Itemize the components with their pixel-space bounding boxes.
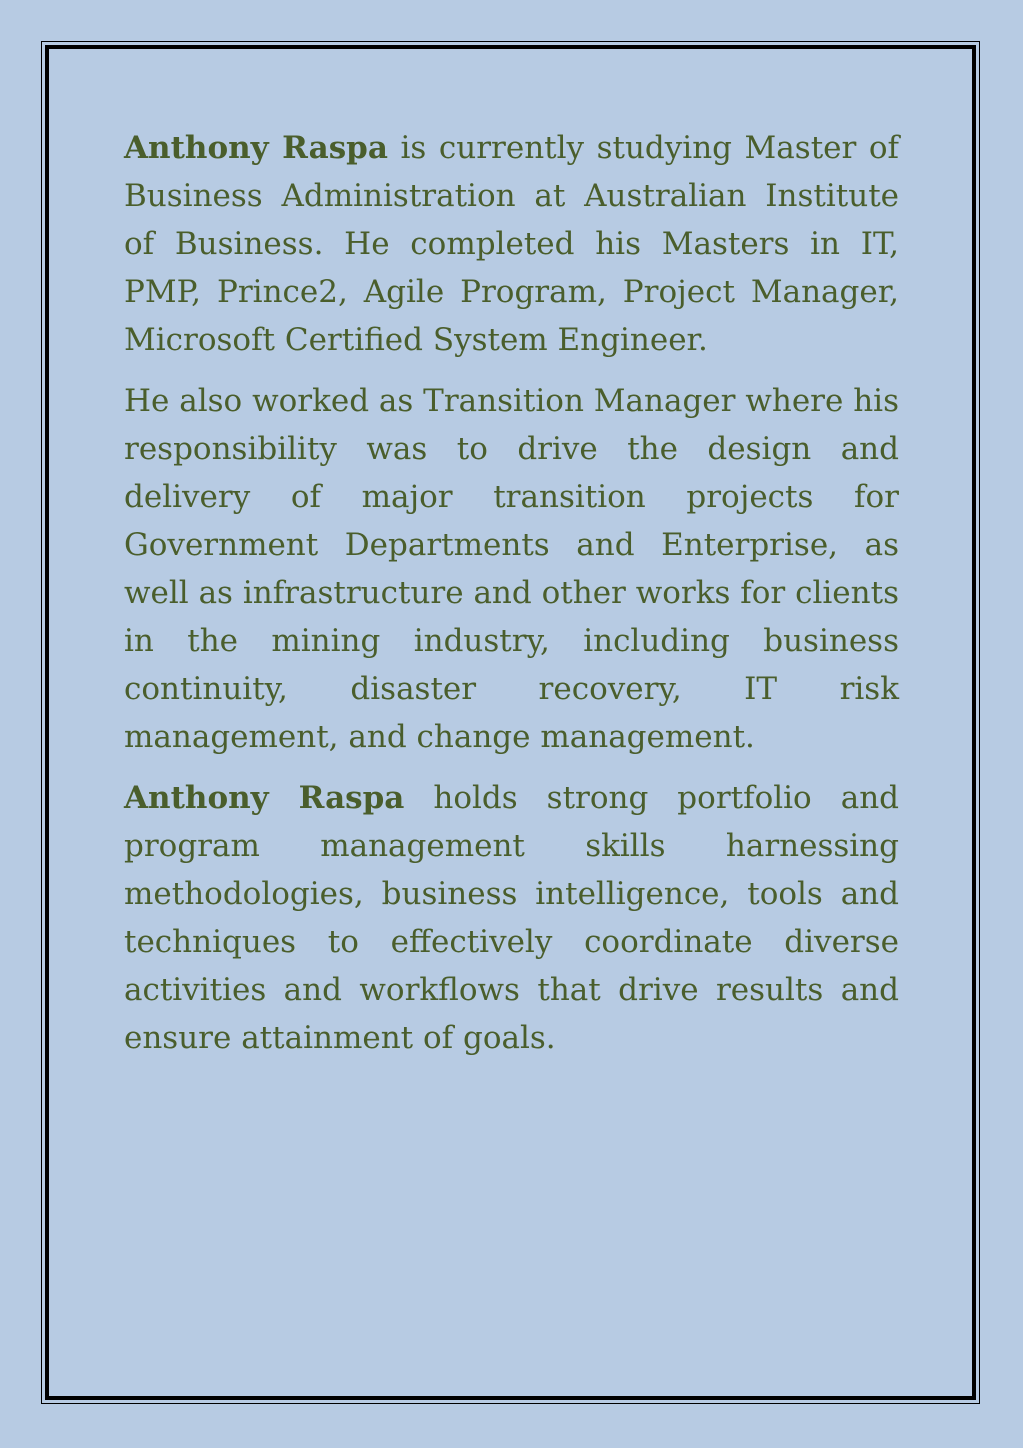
bio-paragraph-2 [124, 377, 899, 761]
bio-paragraph-1 [124, 124, 899, 364]
bio-paragraph-3 [124, 774, 899, 1062]
paragraph-body: holds strong portfolio and program management skills harnessing methodologies, business intelligence, tools and techniques to effectively coordinate diverse activities and workflows that drive results and ensure attainment of goals. [124, 780, 900, 1056]
paragraph-body: is currently studying Master of Business Administration at Australian Institute of Business. He completed his Masters in IT, PMP, Prince2, Agile Program, Project Manager, Microsoft Certified System Engineer. [124, 130, 900, 358]
person-name: Anthony Raspa [124, 130, 388, 166]
bio-text-block [124, 124, 899, 1075]
paragraph-body: He also worked as Transition Manager where his responsibility was to drive the design and delivery of major transition projects for Government Departments and Enterprise, as well as infrastructure and other works for clients in the mining industry, including business continuity, disaster recovery, IT risk management, and change management. [124, 383, 899, 755]
person-name: Anthony Raspa [124, 780, 405, 816]
